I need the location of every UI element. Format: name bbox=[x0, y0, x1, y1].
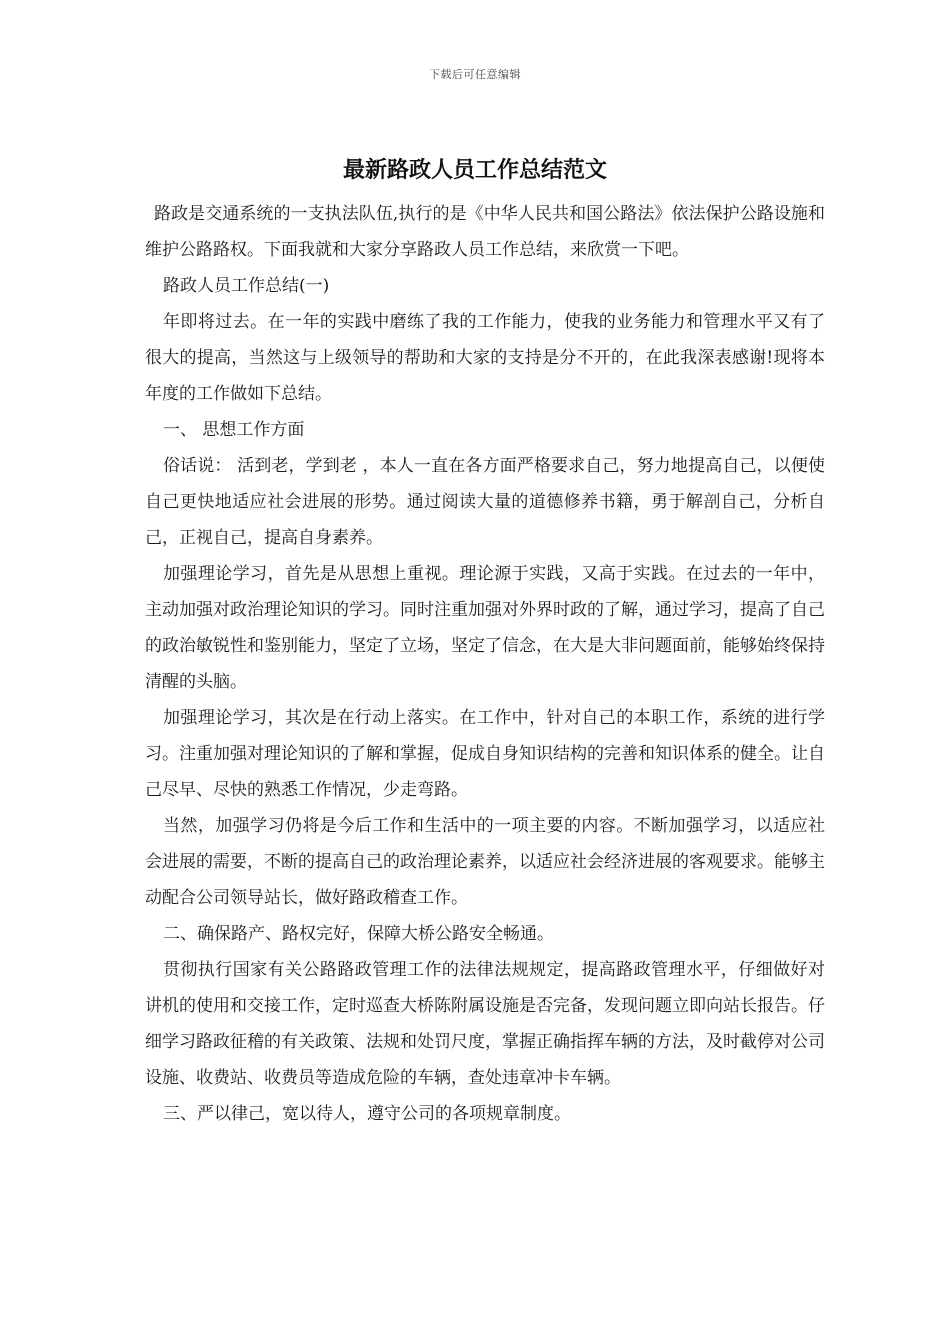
body-paragraph: 当然，加强学习仍将是今后工作和生活中的一项主要的内容。不断加强学习，以适应社会进展的需要，不断的提高自己的政治理论素养，以适应社会经济进展的客观要求。能够主动配合公司领导站长，做好路政稽查工作。 bbox=[145, 816, 825, 908]
body-paragraph: 加强理论学习，首先是从思想上重视。理论源于实践，又高于实践。在过去的一年中，主动加强对政治理论知识的学习。同时注重加强对外界时政的了解，通过学习，提高了自己的政治敏锐性和鉴别能力，坚定了立场，坚定了信念，在大是大非问题面前，能够始终保持清醒的头脑。 bbox=[145, 564, 825, 692]
section-heading-summary-one: 路政人员工作总结(一) bbox=[163, 276, 330, 296]
body-paragraph: 年即将过去。在一年的实践中磨练了我的工作能力，使我的业务能力和管理水平又有了很大的提高，当然这与上级领导的帮助和大家的支持是分不开的，在此我深表感谢!现将本年度的工作做如下总结。 bbox=[145, 312, 825, 404]
document-body bbox=[145, 196, 825, 1132]
body-paragraph: 贯彻执行国家有关公路路政管理工作的法律法规规定，提高路政管理水平，仔细做好对讲机的使用和交接工作，定时巡查大桥陈附属设施是否完备，发现问题立即向站长报告。仔细学习路政征稽的有关政策、法规和处罚尺度，掌握正确指挥车辆的方法，及时截停对公司设施、收费站、收费员等造成危险的车辆，查处违章冲卡车辆。 bbox=[145, 960, 825, 1088]
section-heading-road-safety: 二、确保路产、路权完好，保障大桥公路安全畅通。 bbox=[163, 924, 554, 944]
header-note: 下载后可任意编辑 bbox=[429, 68, 521, 81]
document-title: 最新路政人员工作总结范文 bbox=[342, 157, 607, 183]
body-paragraph: 加强理论学习，其次是在行动上落实。在工作中，针对自己的本职工作，系统的进行学习。注重加强对理论知识的了解和掌握，促成自身知识结构的完善和知识体系的健全。让自己尽早、尽快的熟悉工作情况，少走弯路。 bbox=[145, 708, 825, 800]
section-heading-ideology: 一、 思想工作方面 bbox=[163, 420, 305, 440]
body-paragraph: 俗话说： 活到老，学到老 ，本人一直在各方面严格要求自己，努力地提高自己，以便使自己更快地适应社会进展的形势。通过阅读大量的道德修养书籍，勇于解剖自己，分析自己，正视自己，提高自身素养。 bbox=[145, 456, 825, 548]
section-heading-discipline: 三、严以律己，宽以待人，遵守公司的各项规章制度。 bbox=[163, 1104, 571, 1124]
intro-paragraph: 路政是交通系统的一支执法队伍,执行的是《中华人民共和国公路法》依法保护公路设施和维护公路路权。下面我就和大家分享路政人员工作总结，来欣赏一下吧。 bbox=[145, 204, 825, 260]
